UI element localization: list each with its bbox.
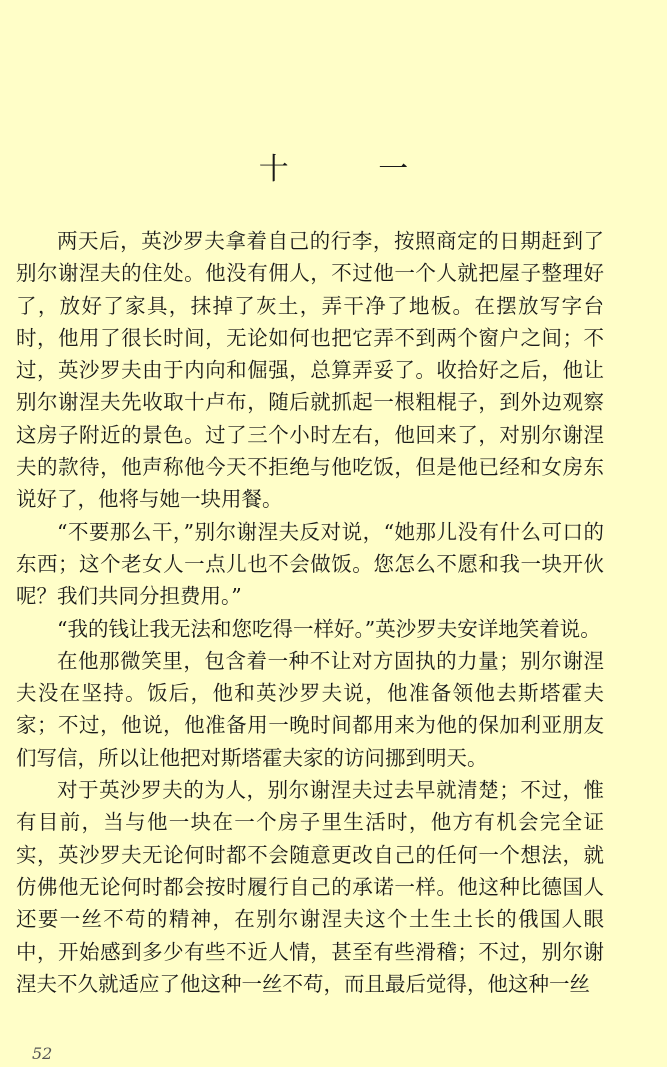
paragraph: 在他那微笑里，包含着一种不让对方固执的力量；别尔谢涅夫没在坚持。饭后，他和英沙罗夫说，他准备领他去斯塔霍夫家；不过，他说，他准备用一晚时间都用来为他的保加利亚朋友们写信，所以让他把对斯塔霍夫家的访问挪到明天。: [16, 648, 604, 770]
paragraph: “我的钱让我无法和您吃得一样好。”英沙罗夫安详地笑着说。: [57, 616, 601, 641]
paragraph: 对于英沙罗夫的为人，别尔谢涅夫过去早就清楚；不过，惟有目前，当与他一块在一个房子里生活时，他方有机会完全证实，英沙罗夫无论何时都不会随意更改自己的任何一个想法，就仿佛他无论何时都会按时履行自己的承诺一样。他这种比德国人还要一丝不苟的精神，在别尔谢涅夫这个土生土长的俄国人眼中，开始感到多少有些不近人情，甚至有些滑稽；不过，别尔谢涅夫不久就适应了他这种一丝不苟，而且最后觉得，他这种一丝: [16, 778, 604, 996]
chapter-body: [16, 225, 604, 1000]
paragraph: “不要那么干，”别尔谢涅夫反对说，“她那儿没有什么可口的东西；这个老女人一点儿也不会做饭。您怎么不愿和我一块开伙呢？我们共同分担费用。”: [16, 519, 604, 609]
chapter-title: 十 一: [258, 152, 449, 187]
page-number: 52: [32, 1044, 53, 1063]
paragraph: 两天后，英沙罗夫拿着自己的行李，按照商定的日期赶到了别尔谢涅夫的住处。他没有佣人，不过他一个人就把屋子整理好了，放好了家具，抹掉了灰土，弄干净了地板。在摆放写字台时，他用了很长时间，无论如何也把它弄不到两个窗户之间；不过，英沙罗夫由于内向和倔强，总算弄妥了。收拾好之后，他让别尔谢涅夫先收取十卢布，随后就抓起一根粗棍子，到外边观察这房子附近的景色。过了三个小时左右，他回来了，对别尔谢涅夫的款待，他声称他今天不拒绝与他吃饭，但是他已经和女房东说好了，他将与她一块用餐。: [16, 229, 604, 512]
